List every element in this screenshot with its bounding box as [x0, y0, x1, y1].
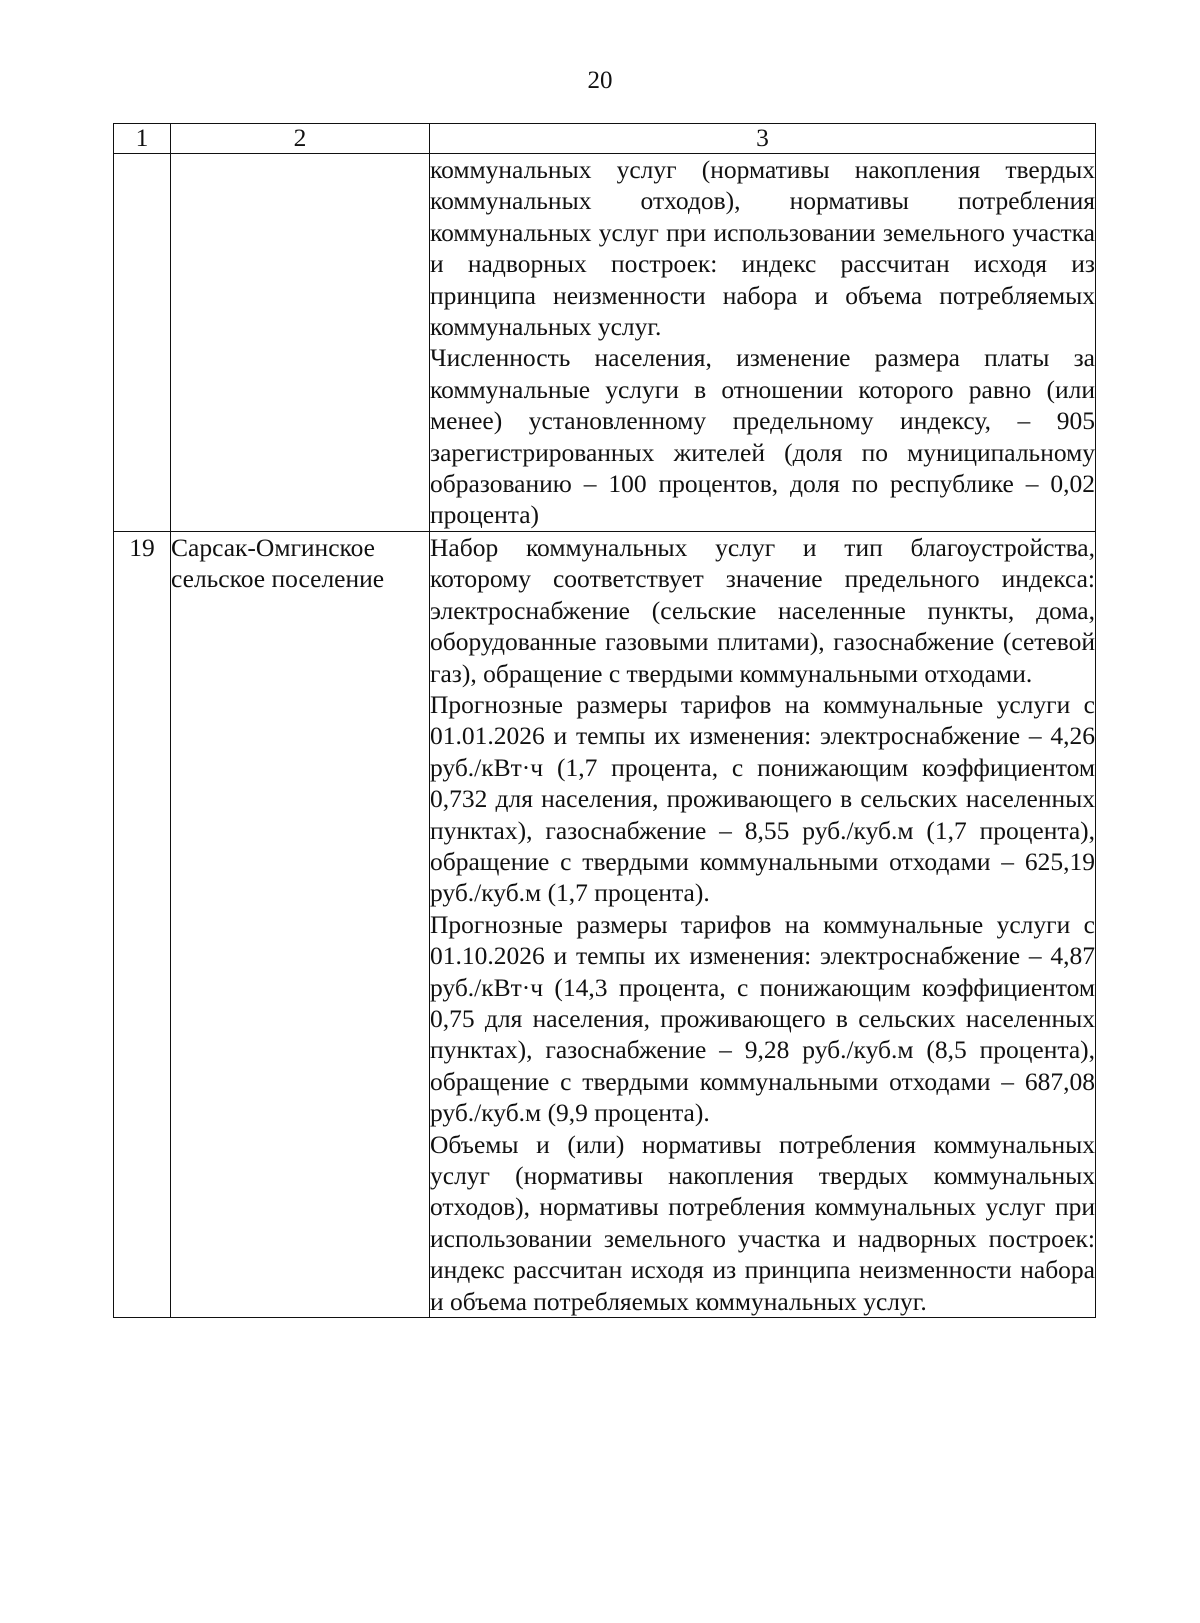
tariff-table [113, 123, 1096, 1318]
description-cell [430, 531, 1096, 1317]
settlement-name-cell: Сарсак-Омгинское сельское поселение [171, 531, 430, 1317]
description-paragraph: Численность населения, изменение размера платы за коммунальные услуги в отношении которого равно (или менее) установленному предельному индексу, – 905 зарегистрированных жителей (доля по муниципальному образованию – 100 процентов, доля по республике – 0,02 процента) [430, 343, 1095, 530]
table-row-continued [114, 154, 1096, 532]
description-cell [430, 154, 1096, 532]
description-paragraph: Набор коммунальных услуг и тип благоустройства, которому соответствует значение предельного индекса: электроснабжение (сельские населенные пункты, дома, оборудованные газовыми плитами), газоснабжение (сетевой газ), обращение с твердыми коммунальными отходами. [430, 532, 1095, 688]
description-paragraph: Объемы и (или) нормативы потребления коммунальных услуг (нормативы накопления твердых коммунальных отходов), нормативы потребления коммунальных услуг при использовании земельного участка и надворных построек: индекс рассчитан исходя из принципа неизменности набора и объема потребляемых коммунальных услуг. [430, 1129, 1095, 1316]
column-header-3: 3 [430, 124, 1096, 154]
page-number: 20 [587, 67, 613, 94]
table-row-19 [114, 531, 1096, 1317]
column-header-2: 2 [171, 124, 430, 154]
description-paragraph: Прогнозные размеры тарифов на коммунальные услуги с 01.10.2026 и темпы их изменения: электроснабжение – 4,87 руб./кВт·ч (14,3 процента, с понижающим коэффициентом 0,75 для населения, проживающего в сельских населенных пунктах), газоснабжение – 9,28 руб./куб.м (8,5 процента), обращение с твердыми коммунальными отходами – 687,08 руб./куб.м (9,9 процента). [430, 909, 1095, 1128]
description-paragraph: коммунальных услуг (нормативы накопления твердых коммунальных отходов), нормативы потребления коммунальных услуг при использовании земельного участка и надворных построек: индекс рассчитан исходя из принципа неизменности набора и объема потребляемых коммунальных услуг. [430, 155, 1095, 342]
row-number-cell: 19 [114, 531, 171, 1317]
column-header-1: 1 [114, 124, 171, 154]
table-header-row [114, 124, 1096, 154]
row-number-cell [114, 154, 171, 532]
settlement-name-cell [171, 154, 430, 532]
description-paragraph: Прогнозные размеры тарифов на коммунальные услуги с 01.01.2026 и темпы их изменения: электроснабжение – 4,26 руб./кВт·ч (1,7 процента, с понижающим коэффициентом 0,732 для населения, проживающего в сельских населенных пунктах), газоснабжение – 8,55 руб./куб.м (1,7 процента), обращение с твердыми коммунальными отходами – 625,19 руб./куб.м (1,7 процента). [430, 689, 1095, 908]
